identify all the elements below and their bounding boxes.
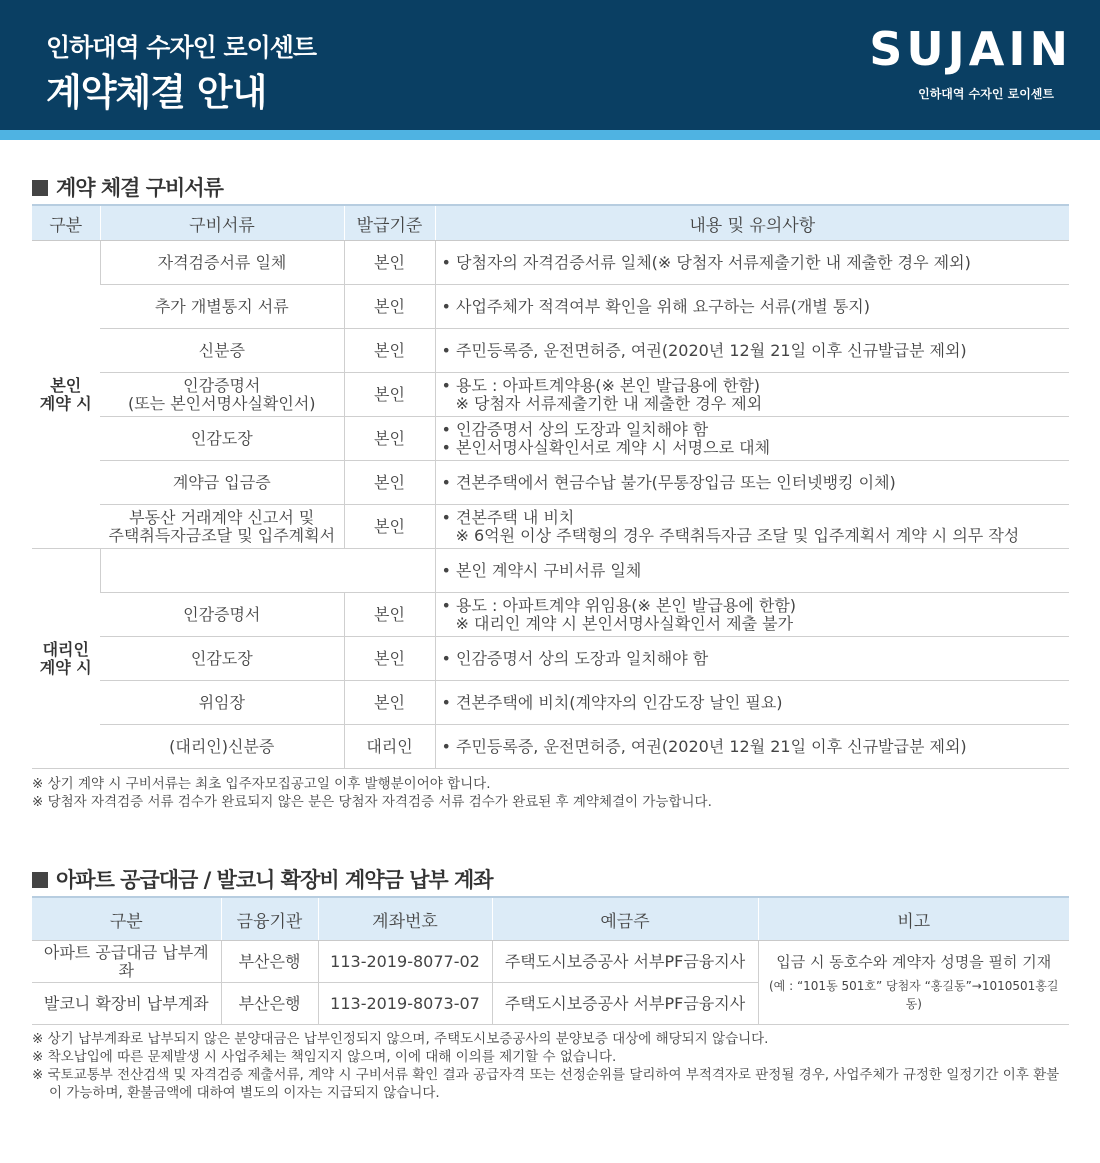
empty-cell: [100, 549, 435, 593]
section-title-text: 아파트 공급대금 / 발코니 확장비 계약금 납부 계좌: [56, 868, 493, 892]
account-type: 발코니 확장비 납부계좌: [32, 983, 221, 1025]
document-name: 자격검증서류 일체: [100, 241, 344, 285]
group-label: 본인 계약 시: [32, 241, 100, 549]
bullet-square-icon: [32, 180, 48, 196]
issuer: 본인: [344, 329, 435, 373]
table-row: [32, 373, 1069, 417]
note-line: ※ 국토교통부 전산검색 및 자격검증 제출서류, 계약 시 구비서류 확인 결과 공급자격 또는 선정순위를 달리하여 부적격자로 판정될 경우, 사업주체가 규정한 일정기간 이후 환불이 가능하며, 환불금액에 대하여 별도의 이자는 지급되지 않습니다.: [32, 1067, 1060, 1101]
column-header: 예금주: [492, 897, 758, 941]
documents-notes: [32, 775, 1072, 811]
section-title-documents: [32, 172, 223, 202]
table-row: [32, 241, 1069, 285]
account-holder: 주택도시보증공사 서부PF금융지사: [492, 983, 758, 1025]
issuer: 본인: [344, 505, 435, 549]
document-name: 인감도장: [100, 417, 344, 461]
column-header: 계좌번호: [318, 897, 492, 941]
document-name: 인감증명서 (또는 본인서명사실확인서): [100, 373, 344, 417]
table-row: [32, 593, 1069, 637]
content-line: ※ 6억원 이상 주택형의 경우 주택취득자금 조달 및 입주계획서 계약 시 의무 작성: [455, 525, 1020, 545]
issuer: 본인: [344, 681, 435, 725]
brand-subtitle: 인하대역 수자인 로이센트: [918, 87, 1054, 101]
column-header: 비고: [758, 897, 1069, 941]
content-line: • 본인서명사실확인서로 계약 시 서명으로 대체: [441, 437, 771, 457]
table-row: [32, 681, 1069, 725]
table-row: [32, 941, 1069, 983]
accounts-table: [32, 896, 1069, 1025]
content-line: • 견본주택에서 현금수납 불가(무통장입금 또는 인터넷뱅킹 이체): [441, 472, 896, 492]
content-cell: [435, 417, 1069, 461]
bank-name: 부산은행: [221, 941, 318, 983]
table-row: [32, 461, 1069, 505]
content-cell: [435, 241, 1069, 285]
column-header: 구분: [32, 897, 221, 941]
content-cell: [435, 725, 1069, 769]
content-line: • 주민등록증, 운전면허증, 여권(2020년 12월 21일 이후 신규발급분 제외): [441, 340, 967, 360]
bank-name: 부산은행: [221, 983, 318, 1025]
table-row: [32, 285, 1069, 329]
content-line: ※ 당첨자 서류제출기한 내 제출한 경우 제외: [455, 393, 763, 413]
section-title-accounts: [32, 864, 493, 894]
issuer: 대리인: [344, 725, 435, 769]
content-line: • 견본주택에 비치(계약자의 인감도장 날인 필요): [441, 692, 783, 712]
account-holder: 주택도시보증공사 서부PF금융지사: [492, 941, 758, 983]
content-cell: [435, 593, 1069, 637]
accounts-table-header: [32, 897, 1069, 941]
note-line: ※ 당첨자 자격검증 서류 검수가 완료되지 않은 분은 당첨자 자격검증 서류 검수가 완료된 후 계약체결이 가능합니다.: [32, 794, 712, 810]
accounts-notes: [32, 1030, 1072, 1102]
brand-logo: SUJAIN: [869, 22, 1072, 76]
documents-table-header: [32, 205, 1069, 241]
column-header: 구분: [32, 205, 100, 241]
content-line: • 주민등록증, 운전면허증, 여권(2020년 12월 21일 이후 신규발급분 제외): [441, 736, 967, 756]
documents-table: [32, 204, 1069, 769]
document-name: (대리인)신분증: [100, 725, 344, 769]
issuer: 본인: [344, 417, 435, 461]
content-line: • 용도 : 아파트계약용(※ 본인 발급용에 한함): [441, 375, 761, 395]
content-line: ※ 대리인 계약 시 본인서명사실확인서 제출 불가: [455, 613, 794, 633]
issuer: 본인: [344, 373, 435, 417]
issuer: 본인: [344, 593, 435, 637]
issuer: 본인: [344, 241, 435, 285]
document-name: 인감도장: [100, 637, 344, 681]
content-cell: [435, 681, 1069, 725]
remark-example: (예 : “101동 501호” 당첨자 “홍길동”→1010501홍길동): [769, 978, 1059, 1011]
header-accent-bar: [0, 130, 1100, 140]
content-line: • 견본주택 내 비치: [441, 507, 575, 527]
account-number: 113-2019-8073-07: [318, 983, 492, 1025]
content-cell: [435, 505, 1069, 549]
content-cell: [435, 461, 1069, 505]
account-number: 113-2019-8077-02: [318, 941, 492, 983]
document-name: 인감증명서: [100, 593, 344, 637]
remark-cell: [758, 941, 1069, 1025]
table-row: [32, 637, 1069, 681]
content-cell: [435, 637, 1069, 681]
issuer: 본인: [344, 637, 435, 681]
document-name: 추가 개별통지 서류: [100, 285, 344, 329]
document-name: 계약금 입금증: [100, 461, 344, 505]
column-header: 내용 및 유의사항: [435, 205, 1069, 241]
issuer: 본인: [344, 285, 435, 329]
content-line: • 인감증명서 상의 도장과 일치해야 함: [441, 648, 709, 668]
remark-main: 입금 시 동호수와 계약자 성명을 필히 기재: [776, 952, 1052, 971]
note-line: ※ 착오납입에 따른 문제발생 시 사업주체는 책임지지 않으며, 이에 대해 이의를 제기할 수 없습니다.: [32, 1049, 617, 1065]
content-cell: • 본인 계약시 구비서류 일체: [435, 549, 1069, 593]
content-line: • 용도 : 아파트계약 위임용(※ 본인 발급용에 한함): [441, 595, 797, 615]
table-row: [32, 549, 1069, 593]
table-row: [32, 725, 1069, 769]
table-row: [32, 417, 1069, 461]
note-line: ※ 상기 납부계좌로 납부되지 않은 분양대금은 납부인정되지 않으며, 주택도시보증공사의 분양보증 대상에 해당되지 않습니다.: [32, 1031, 769, 1047]
bullet-square-icon: [32, 872, 48, 888]
column-header: 발급기준: [344, 205, 435, 241]
page-title: 계약체결 안내: [46, 71, 267, 114]
content-cell: [435, 329, 1069, 373]
document-name: 신분증: [100, 329, 344, 373]
content-line: • 당첨자의 자격검증서류 일체(※ 당첨자 서류제출기한 내 제출한 경우 제외): [441, 252, 971, 272]
table-row: [32, 505, 1069, 549]
document-name: 위임장: [100, 681, 344, 725]
content-cell: [435, 373, 1069, 417]
content-line: • 사업주체가 적격여부 확인을 위해 요구하는 서류(개별 통지): [441, 296, 870, 316]
section-title-text: 계약 체결 구비서류: [56, 176, 223, 200]
header-subtitle: 인하대역 수자인 로이센트: [46, 33, 317, 62]
note-line: ※ 상기 계약 시 구비서류는 최초 입주자모집공고일 이후 발행분이어야 합니다.: [32, 776, 491, 792]
content-line: • 인감증명서 상의 도장과 일치해야 함: [441, 419, 709, 439]
issuer: 본인: [344, 461, 435, 505]
table-row: [32, 329, 1069, 373]
account-type: 아파트 공급대금 납부계좌: [32, 941, 221, 983]
page-header: [0, 0, 1100, 130]
group-label: 대리인 계약 시: [32, 549, 100, 769]
document-name: 부동산 거래계약 신고서 및 주택취득자금조달 및 입주계획서: [100, 505, 344, 549]
content-cell: [435, 285, 1069, 329]
column-header: 금융기관: [221, 897, 318, 941]
column-header: 구비서류: [100, 205, 344, 241]
